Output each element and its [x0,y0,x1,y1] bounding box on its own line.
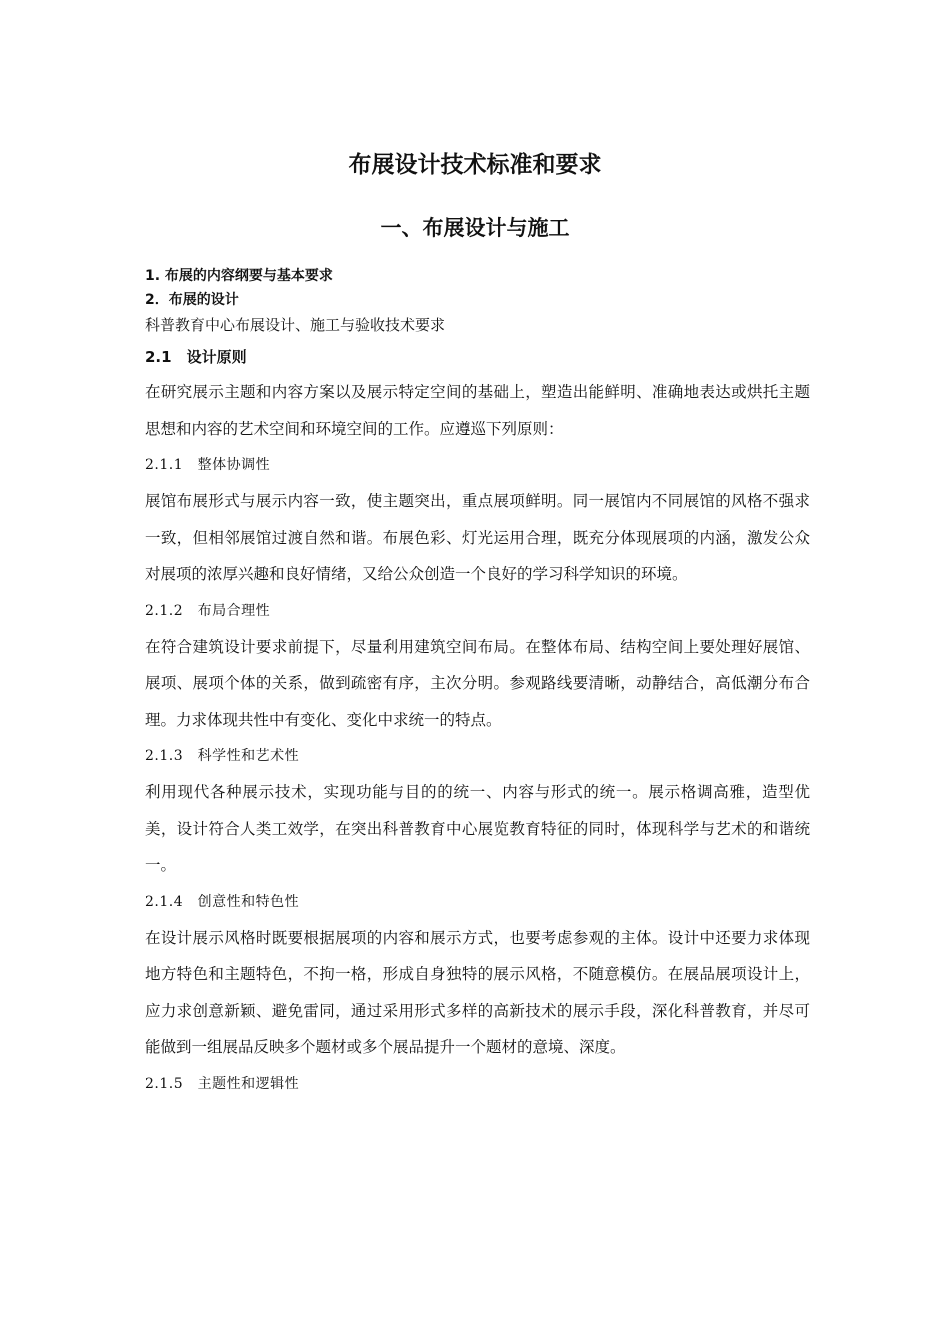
heading-2-1-2: 2.1.2 布局合理性 [145,602,271,619]
document-title: 布展设计技术标准和要求 [348,152,602,178]
heading-2-1-4: 2.1.4 创意性和特色性 [145,893,300,910]
heading-2-1-3: 2.1.3 科学性和艺术性 [145,748,300,764]
paragraph-2-1-2: 在符合建筑设计要求前提下，尽量利用建筑空间布局。在整体布局、结构空间上要处理好展馆、展项、展项个体的关系，做到疏密有序，主次分明。参观路线要清晰，动静结合，高低潮分布合理。力求体现共性中有变化、变化中求统一的特点。 [145,637,810,729]
heading-2-1-1: 2.1.1 整体协调性 [145,457,271,473]
heading-item-1: 1. 布展的内容纲要与基本要求 [145,268,333,284]
paragraph-2-1-3: 利用现代各种展示技术，实现功能与目的的统一、内容与形式的统一。展示格调高雅，造型优美，设计符合人类工效学，在突出科普教育中心展览教育特征的同时，体现科学与艺术的和谐统一。 [145,783,810,874]
heading-item-2: 2．布展的设计 [145,292,239,308]
section-title: 一、布展设计与施工 [380,216,570,240]
paragraph-2-1: 在研究展示主题和内容方案以及展示特定空间的基础上，塑造出能鲜明、准确地表达或烘托主题思想和内容的艺术空间和环境空间的工作。应遵巡下列原则： [145,383,810,438]
heading-2-1: 2.1 设计原则 [145,348,247,366]
document-body [145,264,810,1102]
heading-2-1-5: 2.1.5 主题性和逻辑性 [145,1075,300,1092]
intro-line: 科普教育中心布展设计、施工与验收技术要求 [145,316,446,334]
paragraph-2-1-1: 展馆布展形式与展示内容一致，使主题突出，重点展项鲜明。同一展馆内不同展馆的风格不强求一致，但相邻展馆过渡自然和谐。布展色彩、灯光运用合理，既充分体现展项的内涵，激发公众对展项的浓厚兴趣和良好情绪，又给公众创造一个良好的学习科学知识的环境。 [145,492,810,583]
paragraph-2-1-4: 在设计展示风格时既要根据展项的内容和展示方式，也要考虑参观的主体。设计中还要力求体现地方特色和主题特色，不拘一格，形成自身独特的展示风格，不随意模仿。在展品展项设计上，应力求创意新颖、避免雷同，通过采用形式多样的高新技术的展示手段，深化科普教育，并尽可能做到一组展品反映多个题材或多个展品提升一个题材的意境、深度。 [145,928,810,1056]
